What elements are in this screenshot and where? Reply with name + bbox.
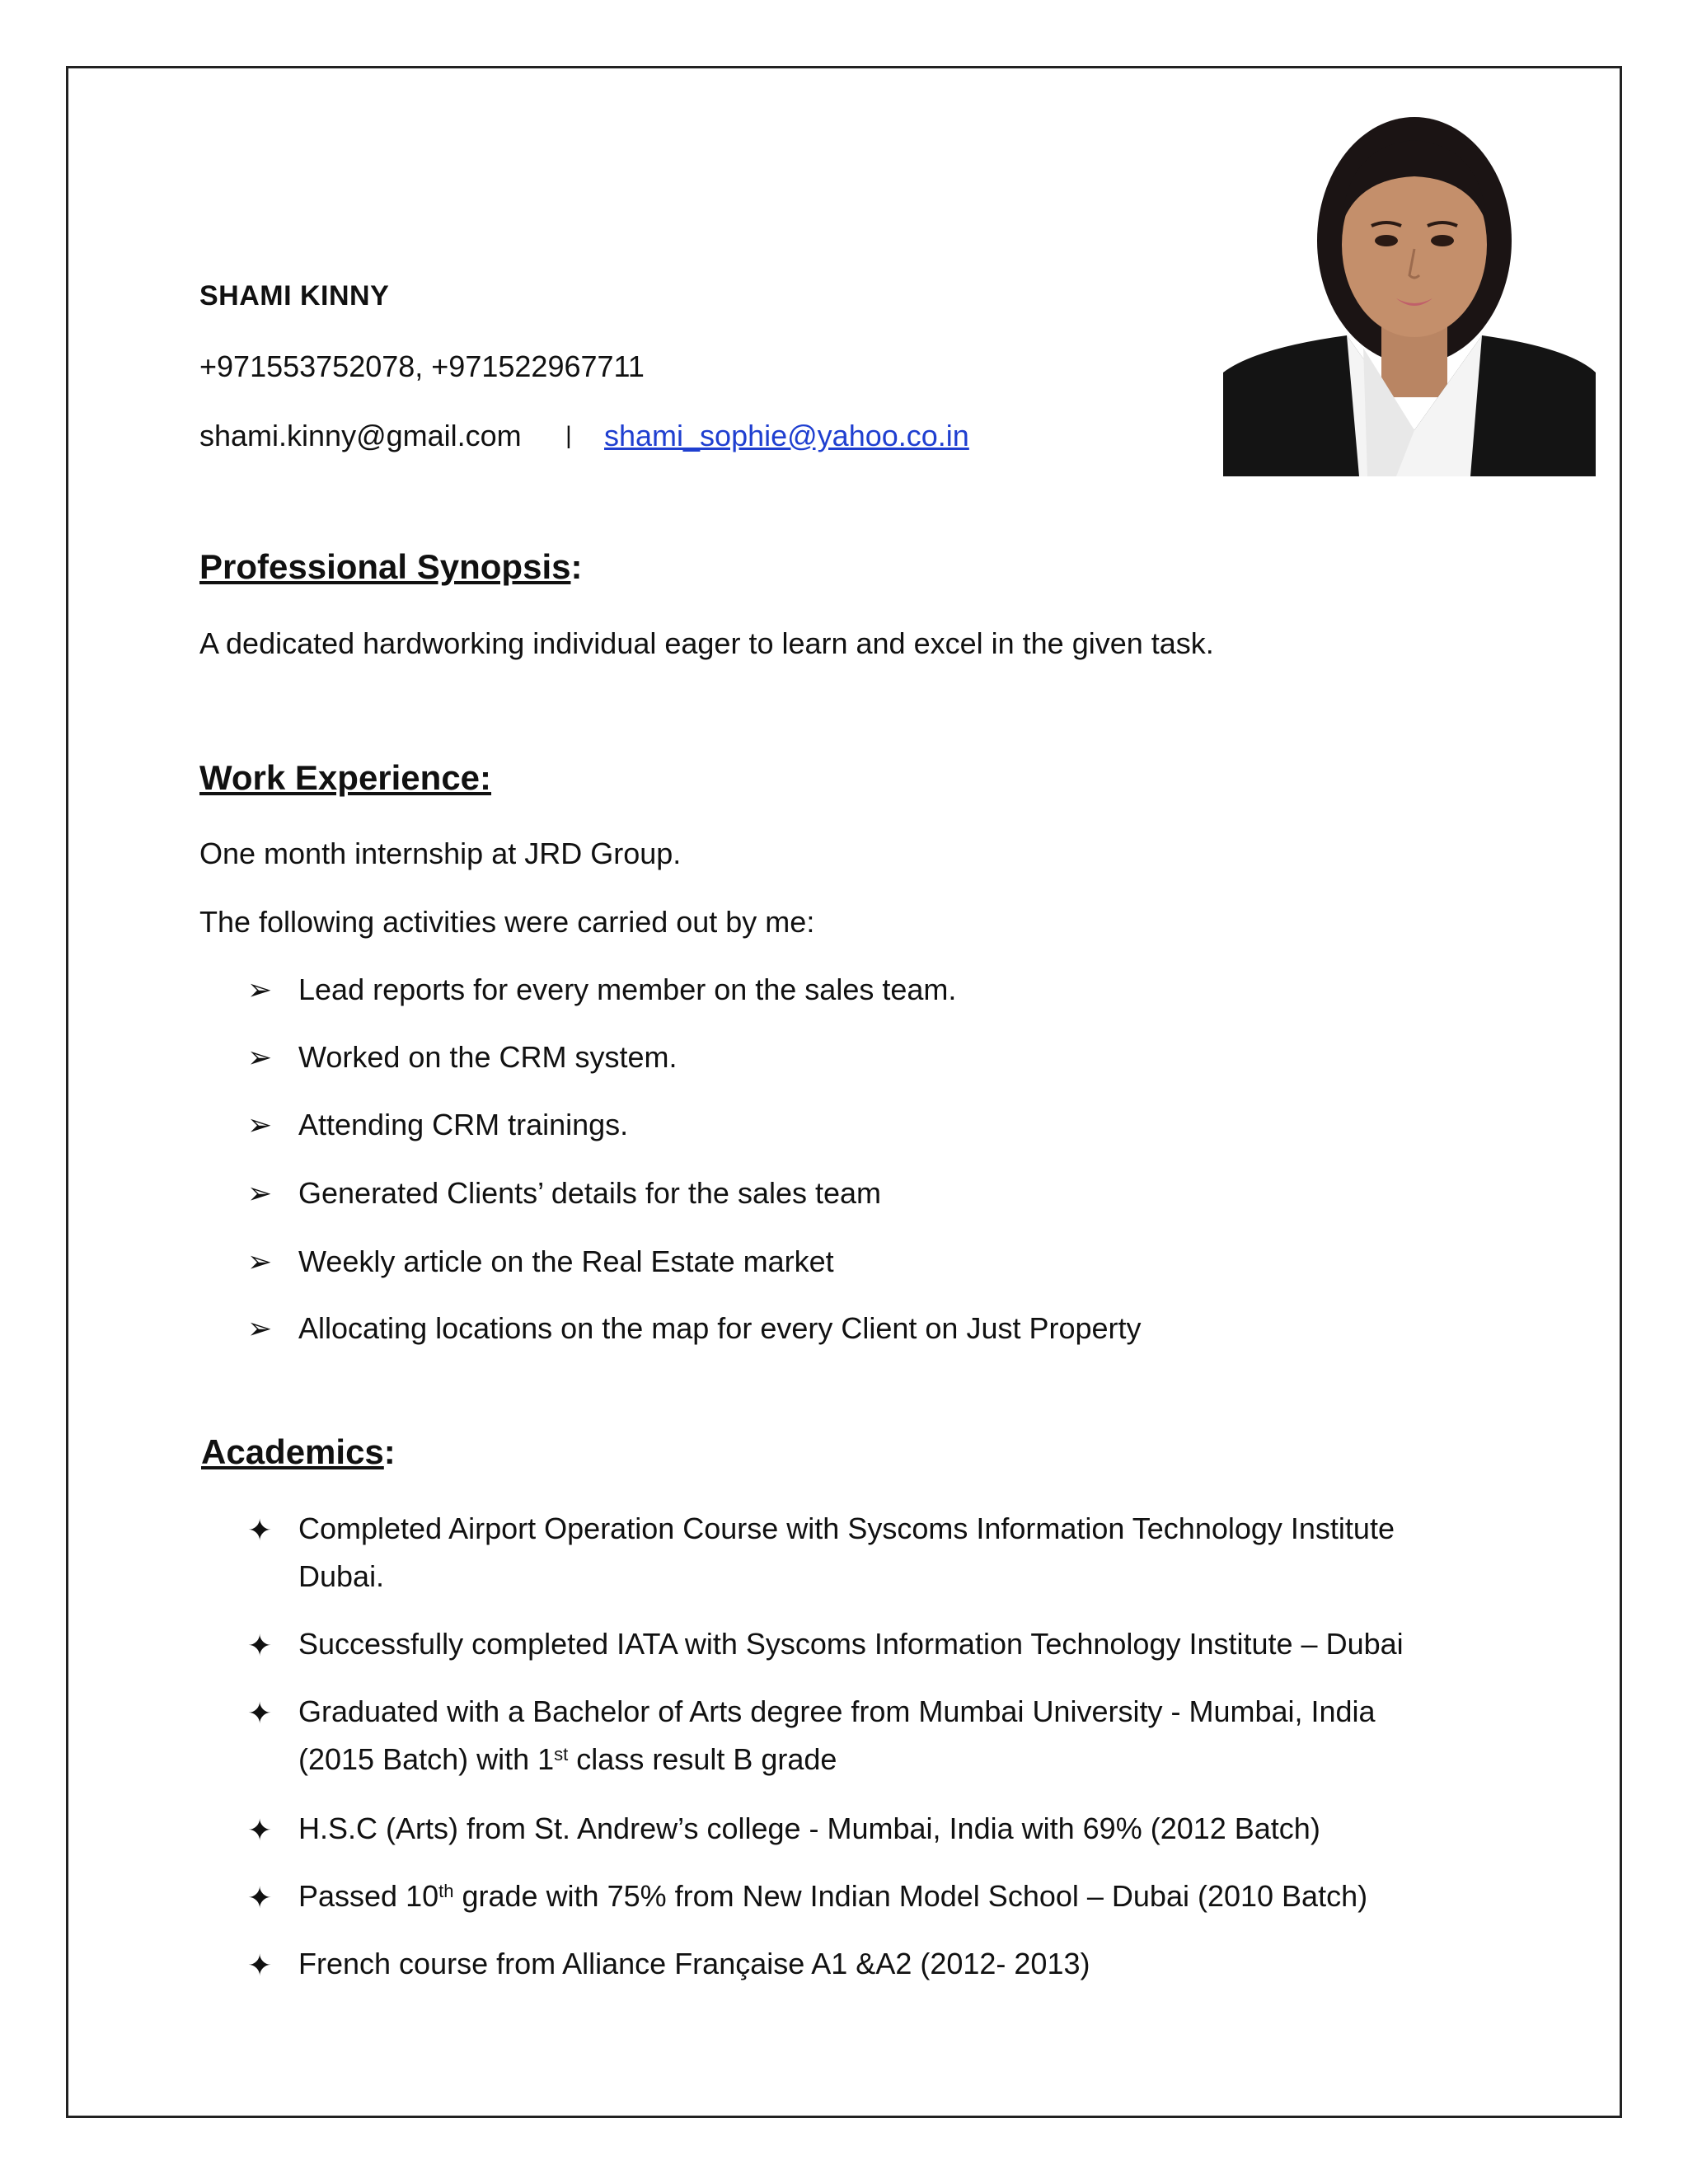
work-item: Attending CRM trainings.: [298, 1108, 629, 1141]
synopsis-text: A dedicated hardworking individual eager to learn and excel in the given task.: [199, 626, 1214, 660]
email-secondary-link[interactable]: shami_sophie@yahoo.co.in: [604, 419, 969, 452]
arrow-bullet-icon: ➢: [247, 1176, 273, 1210]
work-experience-heading: Work Experience:: [199, 758, 492, 797]
star-bullet-icon: ✦: [247, 1513, 273, 1547]
arrow-bullet-icon: ➢: [247, 1244, 273, 1278]
candidate-name: SHAMI KINNY: [199, 280, 390, 312]
star-bullet-icon: ✦: [247, 1948, 273, 1982]
star-bullet-icon: ✦: [247, 1881, 273, 1915]
star-bullet-icon: ✦: [247, 1629, 273, 1662]
work-item: Generated Clients’ details for the sales team: [298, 1176, 882, 1210]
arrow-bullet-icon: ➢: [247, 1040, 273, 1074]
star-bullet-icon: ✦: [247, 1696, 273, 1730]
academics-item: H.S.C (Arts) from St. Andrew’s college - Mumbai, India with 69% (2012 Batch): [298, 1811, 1320, 1845]
academics-item: Successfully completed IATA with Syscoms Information Technology Institute – Dubai: [298, 1627, 1404, 1661]
academics-heading: Academics:: [201, 1432, 396, 1471]
academics-item: Graduated with a Bachelor of Arts degree from Mumbai University - Mumbai, India (2015 Batch) with 1st class result B grade: [298, 1694, 1376, 1776]
work-item: Allocating locations on the map for every Client on Just Property: [298, 1311, 1142, 1345]
work-activities-line: The following activities were carried out by me:: [199, 905, 815, 939]
star-bullet-icon: ✦: [247, 1813, 273, 1847]
work-intro-line: One month internship at JRD Group.: [199, 837, 682, 870]
academics-item: French course from Alliance Française A1 &A2 (2012- 2013): [298, 1947, 1090, 1980]
work-item: Weekly article on the Real Estate market: [298, 1244, 834, 1278]
phone-numbers: +971553752078, +971522967711: [199, 349, 645, 383]
contact-separator: |: [565, 422, 572, 449]
arrow-bullet-icon: ➢: [247, 1311, 273, 1345]
arrow-bullet-icon: ➢: [247, 1108, 273, 1141]
arrow-bullet-icon: ➢: [247, 972, 273, 1006]
academics-item: Completed Airport Operation Course with Syscoms Information Technology Institute Dubai.: [298, 1511, 1395, 1593]
work-item: Worked on the CRM system.: [298, 1040, 678, 1074]
email-primary: shami.kinny@gmail.com: [199, 419, 522, 452]
synopsis-heading: Professional Synopsis:: [199, 547, 583, 586]
academics-item: Passed 10th grade with 75% from New Indian Model School – Dubai (2010 Batch): [298, 1879, 1368, 1913]
work-item: Lead reports for every member on the sales team.: [298, 972, 957, 1006]
profile-photo: [1223, 101, 1596, 476]
